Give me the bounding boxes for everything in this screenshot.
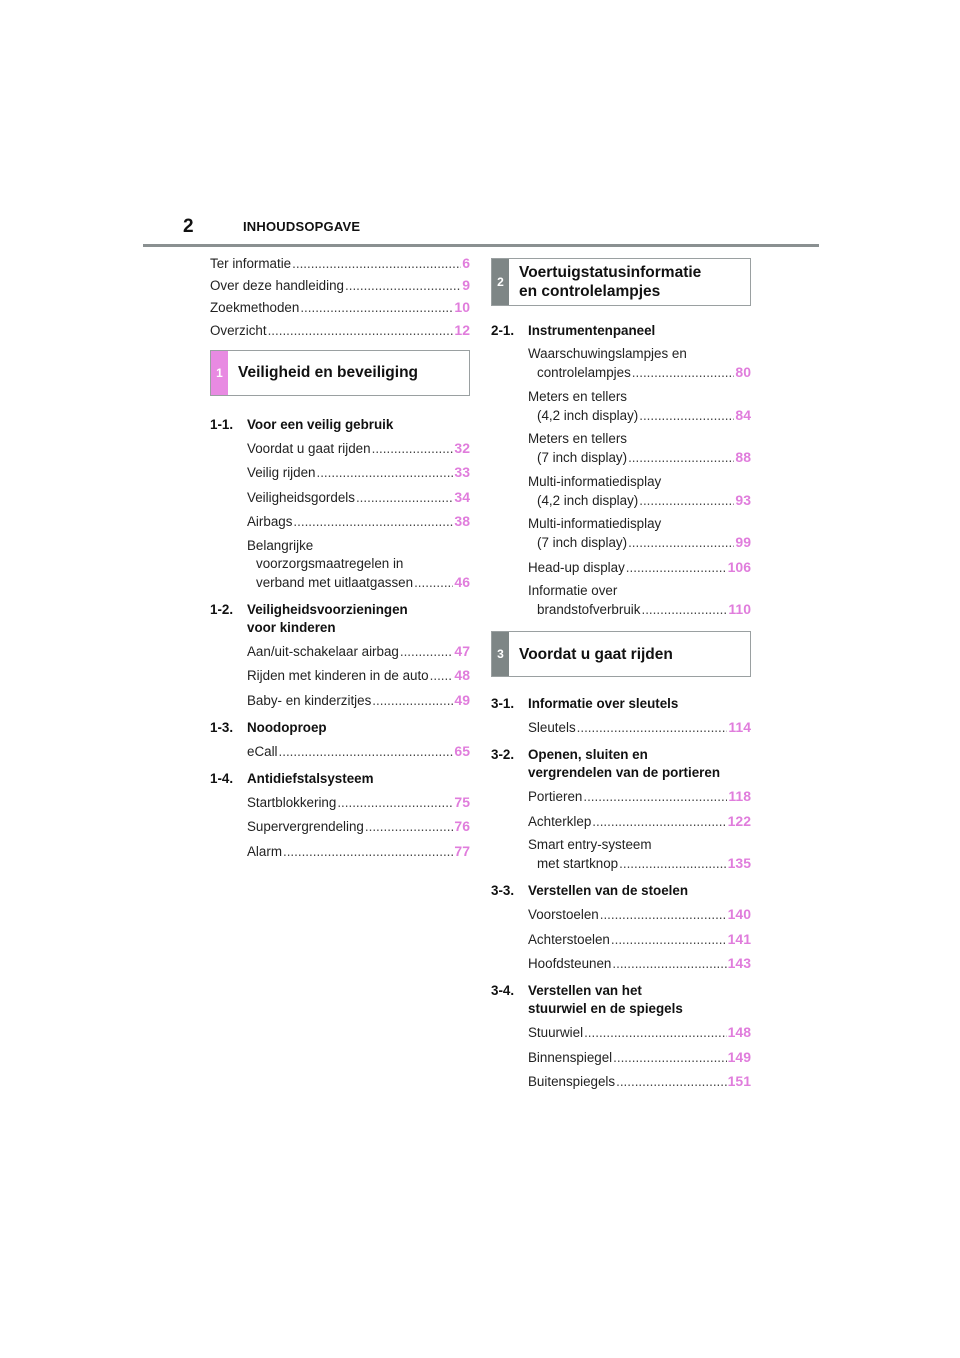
leader-dots	[584, 1024, 727, 1042]
leader-dots	[293, 513, 453, 531]
toc-page-number[interactable]: 135	[727, 855, 751, 871]
toc-entry[interactable]	[491, 905, 751, 924]
toc-entry[interactable]	[491, 930, 751, 949]
toc-entry-text: Stuurwiel	[528, 1025, 584, 1040]
toc-entry-text: Ter informatie	[210, 256, 292, 271]
toc-entry-text-line: Informatie over	[528, 583, 618, 598]
toc-entry[interactable]	[210, 321, 470, 340]
subsection-title: Informatie over sleutels	[528, 696, 679, 711]
toc-page-number[interactable]: 140	[727, 906, 751, 922]
toc-entry-text: Supervergrendeling	[247, 819, 364, 835]
toc-page-number[interactable]: 75	[454, 793, 470, 810]
toc-page-number[interactable]: 32	[454, 439, 470, 456]
toc-entry[interactable]	[210, 439, 470, 458]
toc-entry-text: Rijden met kinderen in de auto	[247, 668, 429, 684]
subsection-title: Verstellen van het stuurwiel en de spiegels	[528, 983, 683, 1016]
subsection-number: 1-1.	[210, 416, 234, 432]
toc-entry[interactable]	[210, 793, 470, 812]
leader-dots	[365, 818, 454, 836]
toc-page-number[interactable]: 151	[727, 1073, 751, 1089]
subsection-heading[interactable]	[210, 601, 470, 637]
toc-entry-text-line: voorzorgsmaatregelen in	[256, 555, 404, 571]
toc-page-number[interactable]: 65	[454, 742, 470, 759]
toc-entry[interactable]	[210, 463, 470, 482]
toc-page-number[interactable]: 93	[735, 491, 751, 508]
toc-entry-text: Hoofdsteunen	[528, 956, 612, 971]
leader-dots	[279, 743, 454, 761]
toc-entry-text: eCall	[247, 743, 278, 759]
leader-dots	[583, 788, 727, 806]
toc-page-number[interactable]: 10	[454, 299, 470, 316]
toc-entry-last-line	[528, 363, 751, 382]
toc-entry-text-line: Multi-informatiedisplay	[528, 516, 662, 531]
leader-dots	[430, 667, 454, 685]
toc-page-number[interactable]: 47	[454, 642, 470, 659]
toc-entry[interactable]	[491, 1072, 751, 1091]
toc-entry-last-line	[528, 600, 751, 619]
toc-entry-text: (7 inch display)	[537, 535, 628, 550]
subsection-title: Voor een veilig gebruik	[247, 416, 394, 432]
leader-dots	[316, 464, 453, 482]
leader-dots	[337, 794, 453, 812]
toc-page-number[interactable]: 77	[454, 842, 470, 859]
toc-entry-text-line: Meters en tellers	[528, 388, 627, 404]
toc-entry-text: Aan/uit-schakelaar airbag	[247, 643, 399, 659]
subsection-number: 1-4.	[210, 770, 234, 786]
leader-dots	[372, 440, 454, 458]
toc-entry-text-line: Belangrijke	[247, 537, 314, 553]
toc-entry-text: Sleutels	[528, 720, 576, 735]
leader-dots	[626, 559, 727, 577]
section-number-tab: 2	[492, 259, 509, 305]
leader-dots	[639, 407, 734, 425]
leader-dots	[345, 277, 461, 295]
toc-page-number[interactable]: 9	[462, 277, 470, 294]
toc-page-number[interactable]: 148	[727, 1024, 751, 1040]
toc-page-number[interactable]: 122	[727, 812, 751, 829]
toc-entry[interactable]	[491, 430, 751, 467]
subsection-number: 1-2.	[210, 601, 234, 617]
header-rule	[143, 244, 819, 247]
toc-entry[interactable]	[491, 718, 751, 737]
subsection-title: Antidiefstalsysteem	[247, 770, 374, 786]
leader-dots	[613, 1049, 727, 1067]
subsection-title: Verstellen van de stoelen	[528, 883, 689, 898]
toc-entry-text: Achterklep	[528, 813, 592, 829]
subsection-number: 2-1.	[491, 323, 515, 338]
toc-entry-last-line	[528, 406, 751, 425]
toc-entry[interactable]	[491, 558, 751, 577]
toc-entry[interactable]	[210, 254, 470, 273]
toc-page-number[interactable]: 118	[728, 788, 751, 804]
toc-page-number[interactable]: 34	[454, 488, 470, 505]
subsection-title: Openen, sluiten en vergrendelen van de portieren	[528, 747, 720, 780]
toc-entry[interactable]	[210, 512, 470, 531]
leader-dots	[616, 1073, 727, 1091]
subsection-heading[interactable]	[491, 695, 751, 713]
section-header-box[interactable]	[210, 350, 470, 396]
section-title: Voertuigstatusinformatie en controlelampjes	[519, 264, 702, 300]
leader-dots	[628, 534, 734, 552]
subsection-heading[interactable]	[491, 882, 751, 900]
subsection-heading[interactable]	[210, 719, 470, 737]
leader-dots	[414, 574, 453, 592]
toc-page-number[interactable]: 110	[728, 601, 751, 617]
toc-entry[interactable]	[210, 842, 470, 861]
toc-entry-text: Baby- en kinderzitjes	[247, 692, 372, 708]
section-title: Veiligheid en beveiliging	[238, 364, 419, 382]
toc-entry-text: Portieren	[528, 789, 583, 804]
toc-entry-text: Achterstoelen	[528, 931, 610, 947]
section-header-box[interactable]	[491, 631, 751, 677]
toc-page-number[interactable]: 88	[735, 449, 751, 465]
toc-entry[interactable]	[491, 582, 751, 619]
leader-dots	[356, 489, 453, 507]
toc-entry[interactable]	[210, 298, 470, 317]
subsection-heading[interactable]	[491, 746, 751, 782]
toc-entry-text: Veiligheidsgordels	[247, 489, 355, 505]
toc-page-number[interactable]: 99	[735, 534, 751, 550]
toc-entry[interactable]	[491, 812, 751, 831]
running-title: INHOUDSOPGAVE	[243, 219, 361, 234]
leader-dots	[372, 692, 453, 710]
leader-dots	[600, 906, 727, 924]
toc-entry-last-line	[528, 533, 751, 552]
subsection-heading[interactable]	[491, 322, 751, 340]
section-number-tab: 3	[492, 632, 509, 676]
toc-page-number[interactable]: 149	[727, 1048, 751, 1065]
leader-dots	[611, 931, 727, 949]
leader-dots	[592, 813, 726, 831]
subsection-number: 1-3.	[210, 719, 234, 735]
toc-entry-text-line: Meters en tellers	[528, 431, 627, 446]
toc-entry[interactable]	[491, 515, 751, 552]
toc-entry-text: Airbags	[247, 514, 293, 530]
subsection-number: 3-3.	[491, 883, 515, 898]
right-column	[491, 258, 751, 1097]
toc-entry[interactable]	[210, 488, 470, 507]
toc-page-number[interactable]: 106	[727, 558, 751, 575]
toc-page-number[interactable]: 48	[454, 667, 470, 684]
toc-entry[interactable]	[491, 787, 751, 806]
subsection-title: Instrumentenpaneel	[528, 323, 656, 338]
toc-entry-last-line	[247, 573, 470, 592]
subsection-heading[interactable]	[210, 770, 470, 788]
toc-entry-text: Head-up display	[528, 559, 625, 575]
toc-entry[interactable]	[491, 1048, 751, 1067]
leader-dots	[628, 449, 734, 467]
subsection-number: 3-4.	[491, 983, 515, 998]
toc-entry-text-line: Waarschuwingslampjes en	[528, 346, 687, 361]
leader-dots	[632, 364, 735, 382]
toc-page-number[interactable]: 143	[727, 955, 751, 971]
toc-entry-text: Over deze handleiding	[210, 278, 344, 294]
leader-dots	[639, 492, 734, 510]
toc-entry-text: brandstofverbruik	[537, 602, 641, 617]
leader-dots	[292, 255, 461, 273]
leader-dots	[400, 643, 454, 661]
subsection-heading[interactable]	[210, 416, 470, 434]
leader-dots	[612, 955, 726, 973]
toc-page-number[interactable]: 12	[454, 321, 470, 338]
toc-entry-text: Voordat u gaat rijden	[247, 440, 371, 456]
toc-page-number[interactable]: 46	[454, 573, 470, 590]
toc-entry-last-line	[528, 448, 751, 467]
leader-dots	[300, 299, 453, 317]
toc-entry-text: Voorstoelen	[528, 907, 599, 922]
subsection-heading[interactable]	[491, 982, 751, 1018]
toc-entry-text: Binnenspiegel	[528, 1049, 613, 1065]
toc-entry[interactable]	[491, 388, 751, 425]
toc-entry-text: Buitenspiegels	[528, 1074, 616, 1089]
toc-page-number[interactable]: 84	[735, 406, 751, 423]
toc-entry[interactable]	[491, 473, 751, 510]
page-header	[183, 216, 819, 246]
toc-entry-text: Alarm	[247, 843, 282, 859]
toc-entry-text: controlelampjes	[537, 365, 631, 380]
toc-page-number[interactable]: 33	[454, 464, 470, 481]
toc-entry-text-line: Smart entry-systeem	[528, 837, 652, 852]
toc-entry-text-line: Multi-informatiedisplay	[528, 473, 662, 489]
toc-page-number[interactable]: 6	[462, 255, 470, 271]
leader-dots	[641, 601, 727, 619]
toc-entry[interactable]	[210, 642, 470, 661]
subsection-title: Noodoproep	[247, 719, 327, 735]
toc-entry-text: verband met uitlaatgassen	[256, 574, 414, 590]
toc-entry-text: Overzicht	[210, 322, 267, 338]
toc-page-number[interactable]: 80	[735, 364, 751, 380]
toc-entry[interactable]	[491, 1023, 751, 1042]
toc-entry-text: Veilig rijden	[247, 465, 316, 481]
subsection-title: Veiligheidsvoorzieningen voor kinderen	[247, 601, 408, 635]
toc-page-number[interactable]: 141	[727, 930, 751, 947]
toc-entry[interactable]	[210, 742, 470, 761]
toc-entry[interactable]	[210, 537, 470, 592]
toc-entry[interactable]	[210, 817, 470, 836]
toc-entry-text: (4,2 inch display)	[537, 492, 639, 508]
toc-page-number[interactable]: 38	[454, 513, 470, 530]
section-title: Voordat u gaat rijden	[519, 645, 673, 663]
leader-dots	[283, 843, 453, 861]
toc-entry[interactable]	[491, 345, 751, 382]
toc-page-number[interactable]: 76	[454, 818, 470, 835]
section-number-tab: 1	[211, 351, 228, 395]
toc-entry-text: met startknop	[537, 856, 619, 871]
toc-entry[interactable]	[210, 666, 470, 685]
toc-entry[interactable]	[210, 691, 470, 710]
toc-page-number[interactable]: 114	[728, 719, 751, 735]
toc-entry-text: Startblokkering	[247, 794, 337, 810]
leader-dots	[619, 855, 727, 873]
subsection-number: 3-2.	[491, 747, 515, 762]
toc-entry[interactable]	[491, 836, 751, 873]
left-column	[210, 254, 470, 866]
toc-entry-text: Zoekmethoden	[210, 300, 300, 316]
toc-page-number[interactable]: 49	[454, 691, 470, 708]
leader-dots	[577, 719, 728, 737]
toc-entry[interactable]	[210, 276, 470, 295]
page-number: 2	[183, 216, 194, 237]
leader-dots	[268, 322, 454, 340]
toc-entry[interactable]	[491, 954, 751, 973]
toc-entry-text: (7 inch display)	[537, 450, 628, 465]
toc-entry-text: (4,2 inch display)	[537, 407, 639, 423]
subsection-number: 3-1.	[491, 696, 515, 711]
section-header-box[interactable]	[491, 258, 751, 306]
toc-entry-last-line	[528, 491, 751, 510]
toc-entry-last-line	[528, 854, 751, 873]
